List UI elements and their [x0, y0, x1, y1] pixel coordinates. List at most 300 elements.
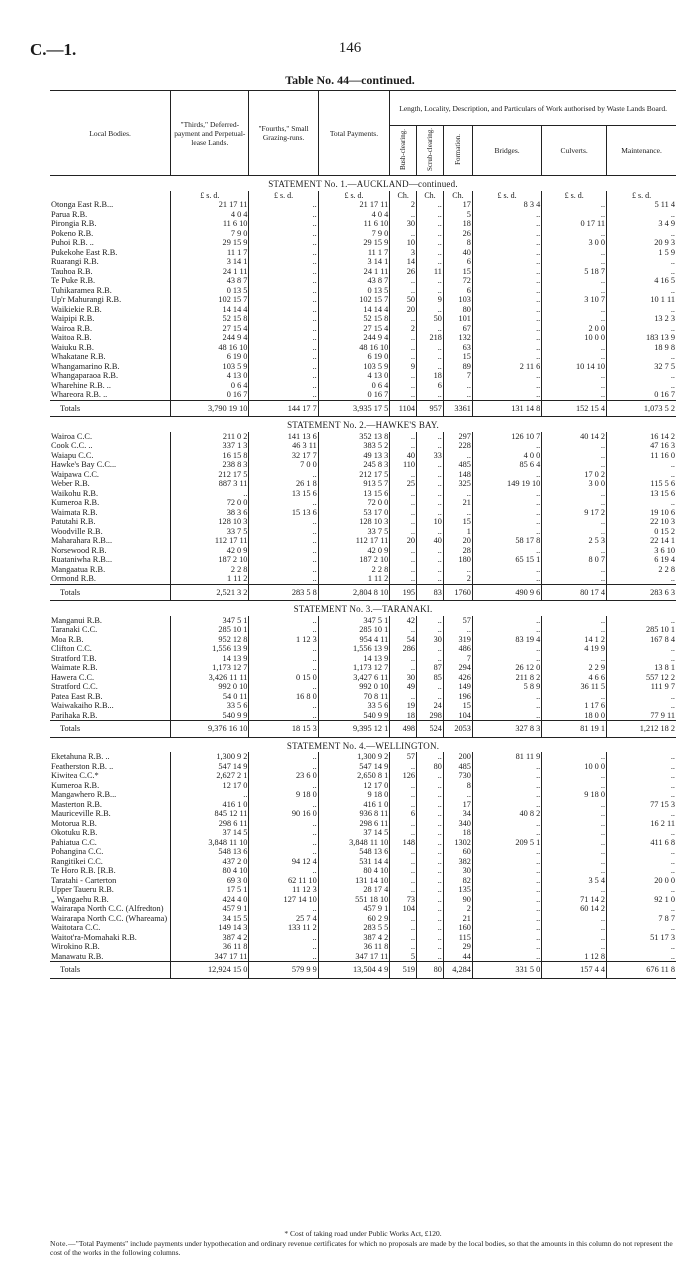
- table-row: [50, 682, 676, 692]
- table-row: [50, 923, 676, 933]
- table-cell: 148: [390, 838, 417, 848]
- table-cell: 133 11 2: [249, 923, 318, 933]
- table-cell: 0 15 2: [607, 527, 676, 537]
- col-culverts: Culverts.: [542, 126, 607, 176]
- local-body-name: Weber R.B.: [51, 479, 90, 488]
- table-cell: 13 15 6: [607, 489, 676, 499]
- table-cell: 6 19 0: [318, 352, 390, 362]
- table-row: [50, 333, 676, 343]
- table-cell: ..: [417, 923, 444, 933]
- table-cell: 7 0 0: [249, 460, 318, 470]
- table-cell: 25: [390, 479, 417, 489]
- table-cell: ..: [417, 876, 444, 886]
- table-cell: 4 13 0: [318, 371, 390, 381]
- table-cell: ..: [443, 625, 472, 635]
- table-cell: 149 19 10: [472, 479, 541, 489]
- note: [50, 1240, 676, 1257]
- table-cell: ..: [472, 654, 541, 664]
- table-cell: ..: [472, 885, 541, 895]
- table-cell: 21: [443, 498, 472, 508]
- totals-cell: 490 9 6: [472, 584, 541, 601]
- table-cell: ..: [472, 286, 541, 296]
- table-cell: 3 14 1: [171, 257, 249, 267]
- table-cell: ..: [417, 847, 444, 857]
- local-body-name: Patea East R.B.: [51, 691, 103, 701]
- table-cell: ..: [417, 574, 444, 584]
- table-cell: 14 13 9: [171, 654, 249, 664]
- table-cell: 22 14 1: [607, 536, 676, 546]
- table-cell: ..: [417, 790, 444, 800]
- table-cell: 89: [443, 362, 472, 372]
- table-row: [50, 257, 676, 267]
- table-cell: 298: [417, 711, 444, 721]
- table-cell: 32 7 5: [607, 362, 676, 372]
- local-body-name: Waitoa R.B.: [51, 333, 92, 342]
- table-cell: ..: [472, 692, 541, 702]
- table-cell: 80: [443, 305, 472, 315]
- table-cell: 30: [443, 866, 472, 876]
- table-cell: 2: [390, 200, 417, 210]
- table-cell: ..: [249, 200, 318, 210]
- table-cell: 347 5 1: [171, 616, 249, 626]
- table-cell: ..: [542, 451, 607, 461]
- table-cell: ..: [607, 809, 676, 819]
- totals-row: [50, 962, 676, 979]
- statement-heading: [50, 417, 676, 432]
- local-body-name: Up'r Mahurangi R.B.: [51, 295, 122, 304]
- table-cell: 103 5 9: [171, 362, 249, 372]
- table-cell: 10 0 0: [542, 333, 607, 343]
- local-body-name: Tauhoa R.B.: [51, 266, 93, 276]
- totals-cell: 144 17 7: [249, 400, 318, 417]
- local-body-name: Wairoa R.B.: [51, 323, 93, 333]
- table-cell: 28 17 4: [318, 885, 390, 895]
- table-cell: ..: [607, 692, 676, 702]
- table-cell: 457 9 1: [318, 904, 390, 914]
- table-cell: 952 12 8: [171, 635, 249, 645]
- table-cell: 33 5 6: [318, 701, 390, 711]
- totals-cell: 12,924 15 0: [171, 962, 249, 979]
- table-cell: 0 15 0: [249, 673, 318, 683]
- table-cell: ..: [607, 701, 676, 711]
- table-cell: ..: [417, 914, 444, 924]
- table-cell: 245 8 3: [318, 460, 390, 470]
- table-cell: ..: [249, 305, 318, 315]
- table-cell: 547 14 9: [171, 762, 249, 772]
- table-cell: 33 5 6: [171, 701, 249, 711]
- table-cell: ..: [390, 343, 417, 353]
- table-cell: 2 11 6: [472, 362, 541, 372]
- table-cell: 72 0 0: [171, 498, 249, 508]
- table-cell: 104: [443, 711, 472, 721]
- local-body-name: Waiwakaiho R.B...: [51, 701, 114, 710]
- table-row: [50, 644, 676, 654]
- table-row: [50, 267, 676, 277]
- local-body-name: Waipawa C.C.: [51, 469, 99, 479]
- table-cell: ..: [607, 460, 676, 470]
- table-cell: 8 0 7: [542, 555, 607, 565]
- table-cell: 42: [390, 616, 417, 626]
- statement-heading: [50, 601, 676, 616]
- table-cell: ..: [249, 546, 318, 556]
- table-cell: ..: [542, 248, 607, 258]
- table-cell: 34: [443, 809, 472, 819]
- table-cell: ..: [417, 895, 444, 905]
- table-cell: ..: [390, 828, 417, 838]
- table-cell: 30: [417, 635, 444, 645]
- table-cell: 102 15 7: [318, 295, 390, 305]
- table-cell: 1 12 3: [249, 635, 318, 645]
- table-cell: 23 6 0: [249, 771, 318, 781]
- table-cell: ..: [443, 489, 472, 499]
- table-cell: ..: [417, 238, 444, 248]
- table-cell: ..: [249, 701, 318, 711]
- local-body-name: Kumeroa R.B.: [51, 780, 100, 790]
- table-cell: 50: [417, 314, 444, 324]
- local-body-name: Manganui R.B.: [51, 615, 102, 625]
- table-row: [50, 451, 676, 461]
- table-cell: ..: [249, 527, 318, 537]
- table-cell: 1 12 8: [542, 952, 607, 962]
- table-cell: ..: [472, 711, 541, 721]
- table-cell: ..: [542, 371, 607, 381]
- table-cell: ..: [417, 432, 444, 442]
- table-cell: ..: [607, 771, 676, 781]
- table-row: [50, 305, 676, 315]
- table-cell: 18: [390, 711, 417, 721]
- table-cell: 7 8 7: [607, 914, 676, 924]
- table-cell: 36 11 5: [542, 682, 607, 692]
- table-cell: ..: [472, 257, 541, 267]
- table-cell: 20: [390, 536, 417, 546]
- table-cell: ..: [417, 441, 444, 451]
- table-row: [50, 229, 676, 239]
- table-cell: ..: [249, 828, 318, 838]
- table-cell: 416 1 0: [318, 800, 390, 810]
- table-cell: ..: [390, 574, 417, 584]
- table-cell: 27 15 4: [318, 324, 390, 334]
- table-cell: 82: [443, 876, 472, 886]
- table-cell: ..: [607, 847, 676, 857]
- totals-cell: 3361: [443, 400, 472, 417]
- totals-label: Totals: [50, 400, 171, 417]
- table-row: [50, 866, 676, 876]
- table-cell: 21 17 11: [171, 200, 249, 210]
- table-cell: ..: [390, 314, 417, 324]
- table-cell: ..: [472, 857, 541, 867]
- table-cell: ..: [542, 565, 607, 575]
- table-cell: 5: [443, 210, 472, 220]
- table-cell: 37 14 5: [318, 828, 390, 838]
- table-cell: ..: [417, 470, 444, 480]
- table-cell: 52 15 8: [171, 314, 249, 324]
- table-cell: 0 13 5: [318, 286, 390, 296]
- units-row: [50, 191, 676, 201]
- table-cell: 4 0 4: [171, 210, 249, 220]
- table-cell: ..: [542, 771, 607, 781]
- table-cell: 6: [443, 257, 472, 267]
- table-cell: ..: [607, 654, 676, 664]
- totals-cell: 676 11 8: [607, 962, 676, 979]
- table-cell: 1,173 12 7: [318, 663, 390, 673]
- table-cell: ..: [472, 895, 541, 905]
- table-cell: 426: [443, 673, 472, 683]
- table-cell: 3 4 9: [607, 219, 676, 229]
- table-cell: ..: [249, 952, 318, 962]
- table-cell: 62 11 10: [249, 876, 318, 886]
- table-cell: 4 13 0: [171, 371, 249, 381]
- table-row: [50, 838, 676, 848]
- table-cell: 992 0 10: [318, 682, 390, 692]
- table-cell: ..: [417, 654, 444, 664]
- table-cell: 5 18 7: [542, 267, 607, 277]
- table-cell: ..: [607, 371, 676, 381]
- table-cell: ..: [417, 616, 444, 626]
- table-cell: ..: [443, 790, 472, 800]
- table-cell: ..: [472, 625, 541, 635]
- local-body-name: Patutahi R.B.: [51, 517, 96, 526]
- table-cell: 12 17 0: [318, 781, 390, 791]
- table-cell: 238 8 3: [171, 460, 249, 470]
- totals-cell: 2,521 3 2: [171, 584, 249, 601]
- table-cell: ..: [390, 210, 417, 220]
- table-cell: ..: [390, 781, 417, 791]
- local-body-name: Taranaki C.C.: [51, 625, 98, 634]
- totals-cell: 3,790 19 10: [171, 400, 249, 417]
- table-cell: ..: [417, 682, 444, 692]
- local-body-name: Whakatane R.B.: [51, 352, 106, 361]
- table-cell: 6: [443, 286, 472, 296]
- table-cell: 209 5 1: [472, 838, 541, 848]
- table-cell: 954 4 11: [318, 635, 390, 645]
- table-cell: ..: [472, 517, 541, 527]
- table-cell: ..: [417, 527, 444, 537]
- local-body-name: Kiwitea C.C.*: [51, 771, 99, 780]
- table-cell: 28: [443, 546, 472, 556]
- table-cell: 80 4 10: [318, 866, 390, 876]
- table-cell: 60: [443, 847, 472, 857]
- table-cell: 387 4 2: [171, 933, 249, 943]
- col-local-bodies: Local Bodies.: [50, 91, 171, 176]
- table-cell: ..: [542, 838, 607, 848]
- table-row: [50, 635, 676, 645]
- table-cell: 92 1 0: [607, 895, 676, 905]
- table-cell: 26 12 0: [472, 663, 541, 673]
- totals-cell: 9,395 12 1: [318, 721, 390, 738]
- table-cell: ..: [443, 390, 472, 400]
- table-cell: ..: [472, 762, 541, 772]
- table-cell: 14 1 2: [542, 635, 607, 645]
- table-cell: 294: [443, 663, 472, 673]
- table-cell: ..: [542, 625, 607, 635]
- table-cell: ..: [542, 828, 607, 838]
- table-cell: ..: [542, 527, 607, 537]
- table-cell: 34 15 5: [171, 914, 249, 924]
- table-cell: 13 15 6: [249, 489, 318, 499]
- table-cell: ..: [417, 771, 444, 781]
- table-cell: 244 9 4: [171, 333, 249, 343]
- table-cell: 11 1 7: [318, 248, 390, 258]
- table-cell: ..: [607, 352, 676, 362]
- table-cell: 43 8 7: [171, 276, 249, 286]
- table-cell: 8 3 4: [472, 200, 541, 210]
- local-body-name: Waitot'ra-Momahaki R.B.: [51, 932, 137, 942]
- local-body-name: Stratford C.C.: [51, 682, 98, 691]
- table-cell: ..: [249, 371, 318, 381]
- table-cell: 218: [417, 333, 444, 343]
- table-cell: 13 2 3: [607, 314, 676, 324]
- table-cell: 325: [443, 479, 472, 489]
- col-bush: Bush-clearing.: [390, 126, 417, 176]
- table-cell: ..: [390, 229, 417, 239]
- table-cell: ..: [417, 489, 444, 499]
- table-row: [50, 362, 676, 372]
- table-row: [50, 771, 676, 781]
- totals-cell: 80 17 4: [542, 584, 607, 601]
- table-row: [50, 276, 676, 286]
- table-cell: 8: [443, 238, 472, 248]
- table-row: [50, 508, 676, 518]
- table-cell: 49 13 3: [318, 451, 390, 461]
- totals-label: Totals: [50, 584, 171, 601]
- table-row: [50, 210, 676, 220]
- table-row: [50, 711, 676, 721]
- table-cell: 9 18 0: [249, 790, 318, 800]
- table-cell: ..: [472, 498, 541, 508]
- totals-row: [50, 400, 676, 417]
- table-cell: ..: [417, 286, 444, 296]
- table-cell: ..: [249, 819, 318, 829]
- table-cell: 32 17 7: [249, 451, 318, 461]
- table-cell: 44: [443, 952, 472, 962]
- table-cell: 424 4 0: [171, 895, 249, 905]
- table-cell: 20: [443, 536, 472, 546]
- table-cell: 37 14 5: [171, 828, 249, 838]
- table-cell: 60 2 9: [318, 914, 390, 924]
- local-body-name: Waipipi R.B.: [51, 314, 95, 323]
- table-cell: ..: [607, 923, 676, 933]
- table-cell: ..: [542, 381, 607, 391]
- table-cell: ..: [472, 701, 541, 711]
- totals-cell: 1,212 18 2: [607, 721, 676, 738]
- table-row: [50, 904, 676, 914]
- table-cell: ..: [417, 828, 444, 838]
- table-cell: 6: [390, 809, 417, 819]
- totals-cell: 2,804 8 10: [318, 584, 390, 601]
- table-cell: 126: [390, 771, 417, 781]
- table-cell: 135: [443, 885, 472, 895]
- table-cell: ..: [249, 942, 318, 952]
- table-cell: 11 6 10: [171, 219, 249, 229]
- table-cell: ..: [472, 574, 541, 584]
- document-reference: C.—1.: [30, 40, 77, 59]
- table-cell: ..: [390, 866, 417, 876]
- table-cell: 36 11 8: [318, 942, 390, 952]
- table-cell: 42 0 9: [171, 546, 249, 556]
- table-row: [50, 555, 676, 565]
- table-cell: 15: [443, 517, 472, 527]
- table-cell: 1302: [443, 838, 472, 848]
- table-cell: 17: [443, 200, 472, 210]
- local-body-name: Ormond R.B.: [51, 574, 96, 583]
- table-cell: 9 17 2: [542, 508, 607, 518]
- table-row: [50, 498, 676, 508]
- table-cell: ..: [249, 574, 318, 584]
- table-cell: 42 0 9: [318, 546, 390, 556]
- table-cell: 0 13 5: [171, 286, 249, 296]
- table-cell: ..: [417, 555, 444, 565]
- table-cell: 115: [443, 933, 472, 943]
- table-cell: ..: [390, 692, 417, 702]
- table-cell: 94 12 4: [249, 857, 318, 867]
- table-cell: ..: [472, 644, 541, 654]
- table-cell: 47 16 3: [607, 441, 676, 451]
- table-cell: ..: [249, 800, 318, 810]
- table-cell: 11: [417, 267, 444, 277]
- table-cell: 104: [390, 904, 417, 914]
- table-cell: 6 19 4: [607, 555, 676, 565]
- unit-label: Ch.: [443, 191, 472, 201]
- table-cell: ..: [472, 295, 541, 305]
- local-body-name: Hawke's Bay C.C...: [51, 460, 117, 469]
- table-cell: ..: [417, 752, 444, 762]
- table-cell: 29 15 9: [318, 238, 390, 248]
- table-cell: 3,848 11 10: [171, 838, 249, 848]
- local-body-name: Ruataniwha R.B...: [51, 555, 113, 564]
- local-body-name: Rangitikei C.C.: [51, 856, 103, 866]
- totals-cell: 3,935 17 5: [318, 400, 390, 417]
- table-cell: ..: [417, 904, 444, 914]
- table-cell: ..: [542, 942, 607, 952]
- table-cell: 10 14 10: [542, 362, 607, 372]
- table-cell: ..: [249, 210, 318, 220]
- table-cell: ..: [417, 324, 444, 334]
- local-body-name: Whangamarino R.B.: [51, 361, 120, 371]
- local-body-name: Puhoi R.B. ..: [51, 238, 94, 247]
- table-cell: 36 11 8: [171, 942, 249, 952]
- table-cell: 80: [417, 762, 444, 772]
- table-cell: ..: [542, 546, 607, 556]
- table-cell: 4 6 6: [542, 673, 607, 683]
- table-cell: ..: [390, 371, 417, 381]
- table-cell: ..: [472, 771, 541, 781]
- table-cell: ..: [542, 809, 607, 819]
- table-row: [50, 517, 676, 527]
- table-cell: 112 17 11: [171, 536, 249, 546]
- table-cell: 3 10 7: [542, 295, 607, 305]
- table-cell: 187 2 10: [171, 555, 249, 565]
- table-row: [50, 692, 676, 702]
- units-blank: [50, 191, 171, 201]
- unit-label: £ s. d.: [542, 191, 607, 201]
- table-cell: ..: [249, 498, 318, 508]
- table-cell: ..: [417, 362, 444, 372]
- table-cell: 112 17 11: [318, 536, 390, 546]
- table-cell: 9: [390, 362, 417, 372]
- table-title: Table No. 44—continued.: [285, 73, 415, 87]
- table-cell: ..: [249, 390, 318, 400]
- table-cell: ..: [607, 644, 676, 654]
- table-cell: ..: [417, 210, 444, 220]
- table-cell: ..: [472, 210, 541, 220]
- table-cell: ..: [607, 498, 676, 508]
- table-cell: ..: [417, 352, 444, 362]
- table-cell: 416 1 0: [171, 800, 249, 810]
- table-row: [50, 343, 676, 353]
- table-cell: 5 11 4: [607, 200, 676, 210]
- table-cell: ..: [542, 390, 607, 400]
- table-cell: 111 9 7: [607, 682, 676, 692]
